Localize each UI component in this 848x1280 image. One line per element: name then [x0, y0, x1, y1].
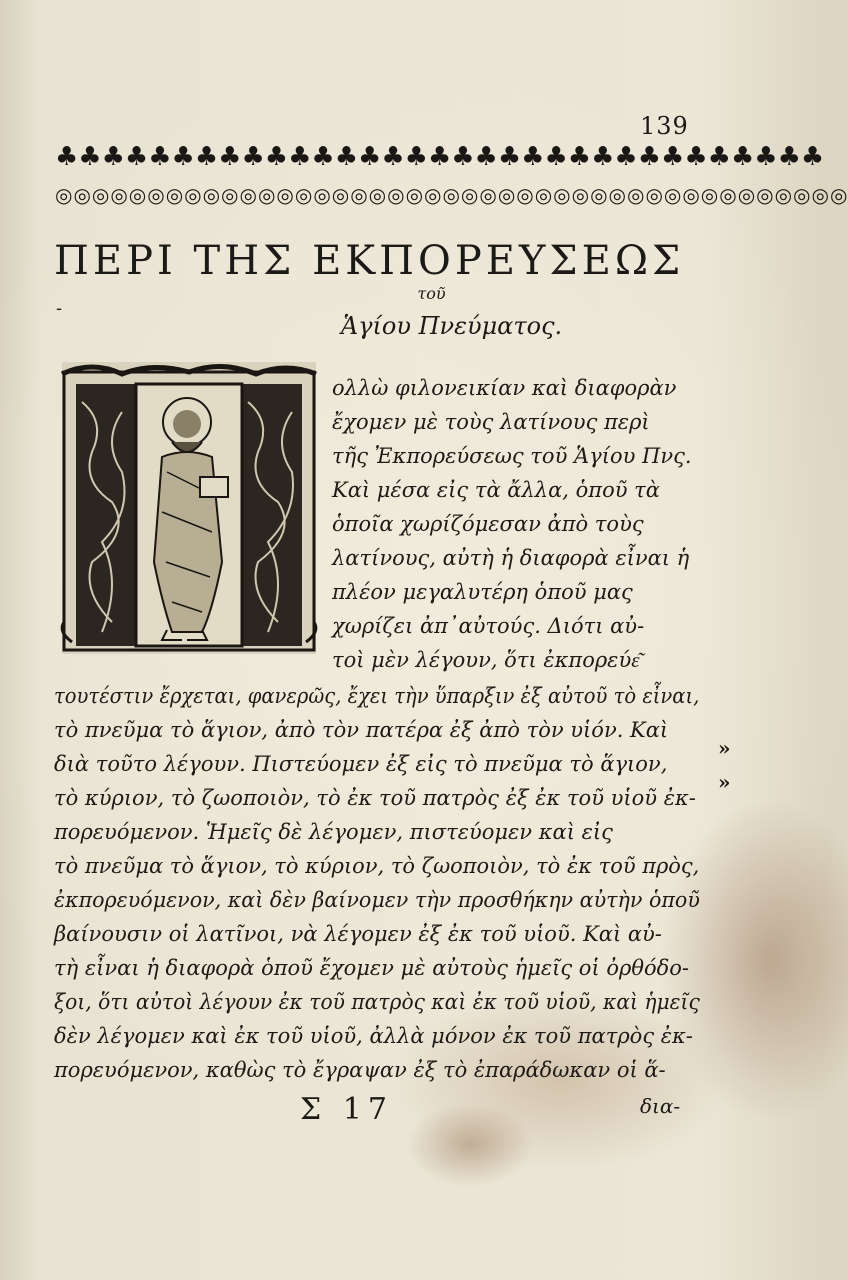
woodcut-initial-illustration	[62, 362, 316, 654]
text-line: τουτέστιν ἔρχεται, φανερῶς, ἔχει τὴν ὕπαρξιν ἐξ αὐτοῦ τὸ εἶναι,	[54, 684, 700, 708]
text-line: ἐκπορευόμενον, καὶ δὲν βαίνομεν τὴν προσθήκην αὐτὴν ὁποῦ	[54, 888, 700, 912]
catchword: δια-	[640, 1094, 681, 1118]
text-line: λατίνους, αὐτὴ ἡ διαφορὰ εἶναι ἡ	[332, 546, 690, 570]
text-line: τὸ πνεῦμα τὸ ἅγιον, ἀπὸ τὸν πατέρα ἐξ ἀπὸ τὸν υἱόν. Καὶ	[54, 718, 669, 742]
text-line: τὴ εἶναι ἡ διαφορὰ ὁποῦ ἔχομεν μὲ αὐτοὺς ἡμεῖς οἱ ὀρθόδο-	[54, 956, 690, 980]
page-number: 139	[640, 112, 689, 140]
text-line: δὲν λέγομεν καὶ ἐκ τοῦ υἱοῦ, ἀλλὰ μόνον ἐκ τοῦ πατρὸς ἐκ-	[54, 1024, 693, 1048]
chapter-subtitle: τοῦ	[417, 284, 446, 303]
text-line: τοὶ μὲν λέγουν, ὅτι ἐκπορεύε͂	[332, 648, 640, 672]
text-line: τὸ κύριον, τὸ ζωοποιὸν, τὸ ἐκ τοῦ πατρὸς ἐξ ἐκ τοῦ υἱοῦ ἐκ-	[54, 786, 696, 810]
text-line: ὁποῖα χωρίζόμεσαν ἀπὸ τοὺς	[332, 512, 644, 536]
text-line: διὰ τοῦτο λέγουν. Πιστεύομεν ἐξ εἰς τὸ πνεῦμα τὸ ἅγιον,	[54, 752, 668, 776]
text-line: βαίνουσιν οἱ λατῖνοι, νὰ λέγομεν ἐξ ἐκ τοῦ υἱοῦ. Καὶ αὐ-	[54, 922, 662, 946]
headpiece-ornament-top: ♣♣♣♣♣♣♣♣♣♣♣♣♣♣♣♣♣♣♣♣♣♣♣♣♣♣♣♣♣♣♣♣♣	[55, 142, 825, 172]
margin-mark: -	[56, 298, 63, 319]
text-line: πορευόμενον. Ἡμεῖς δὲ λέγομεν, πιστεύομεν καὶ εἰς	[54, 820, 613, 844]
text-line: τῆς Ἐκπορεύσεως τοῦ Ἁγίου Πνς.	[332, 444, 692, 468]
text-line: πορευόμενον, καθὼς τὸ ἔγραψαν ἐξ τὸ ἐπαράδωκαν οἱ ἅ-	[54, 1058, 666, 1082]
text-line: ἔχομεν μὲ τοὺς λατίνους περὶ	[332, 410, 650, 434]
headpiece-ornament-bottom: ◎◎◎◎◎◎◎◎◎◎◎◎◎◎◎◎◎◎◎◎◎◎◎◎◎◎◎◎◎◎◎◎◎◎◎◎◎◎◎◎◎◎◎	[55, 183, 848, 207]
marginal-quote-mark: »	[718, 736, 731, 760]
text-line: ολλὼ φιλονεικίαν καὶ διαφορὰν	[332, 376, 677, 400]
text-line: πλέον μεγαλυτέρη ὁποῦ μας	[332, 580, 633, 604]
text-line: τὸ πνεῦμα τὸ ἅγιον, τὸ κύριον, τὸ ζωοποιὸν, τὸ ἐκ τοῦ πρὸς,	[54, 854, 700, 878]
signature-mark: Σ 17	[300, 1092, 393, 1127]
chapter-title: ΠΕΡΙ ΤΗΣ ΕΚΠΟΡΕΥΣΕΩΣ	[54, 238, 685, 284]
text-line: Καὶ μέσα εἰς τὰ ἄλλα, ὁποῦ τὰ	[332, 478, 660, 502]
chapter-subtitle-second: Ἁγίου Πνεύματος.	[340, 312, 563, 340]
marginal-quote-mark: »	[718, 770, 731, 794]
text-line: χωρίζει ἀπ᾽αὐτούς. Διότι αὐ-	[332, 614, 645, 638]
text-line: ξοι, ὅτι αὐτοὶ λέγουν ἐκ τοῦ πατρὸς καὶ ἐκ τοῦ υἱοῦ, καὶ ἡμεῖς	[54, 990, 700, 1014]
